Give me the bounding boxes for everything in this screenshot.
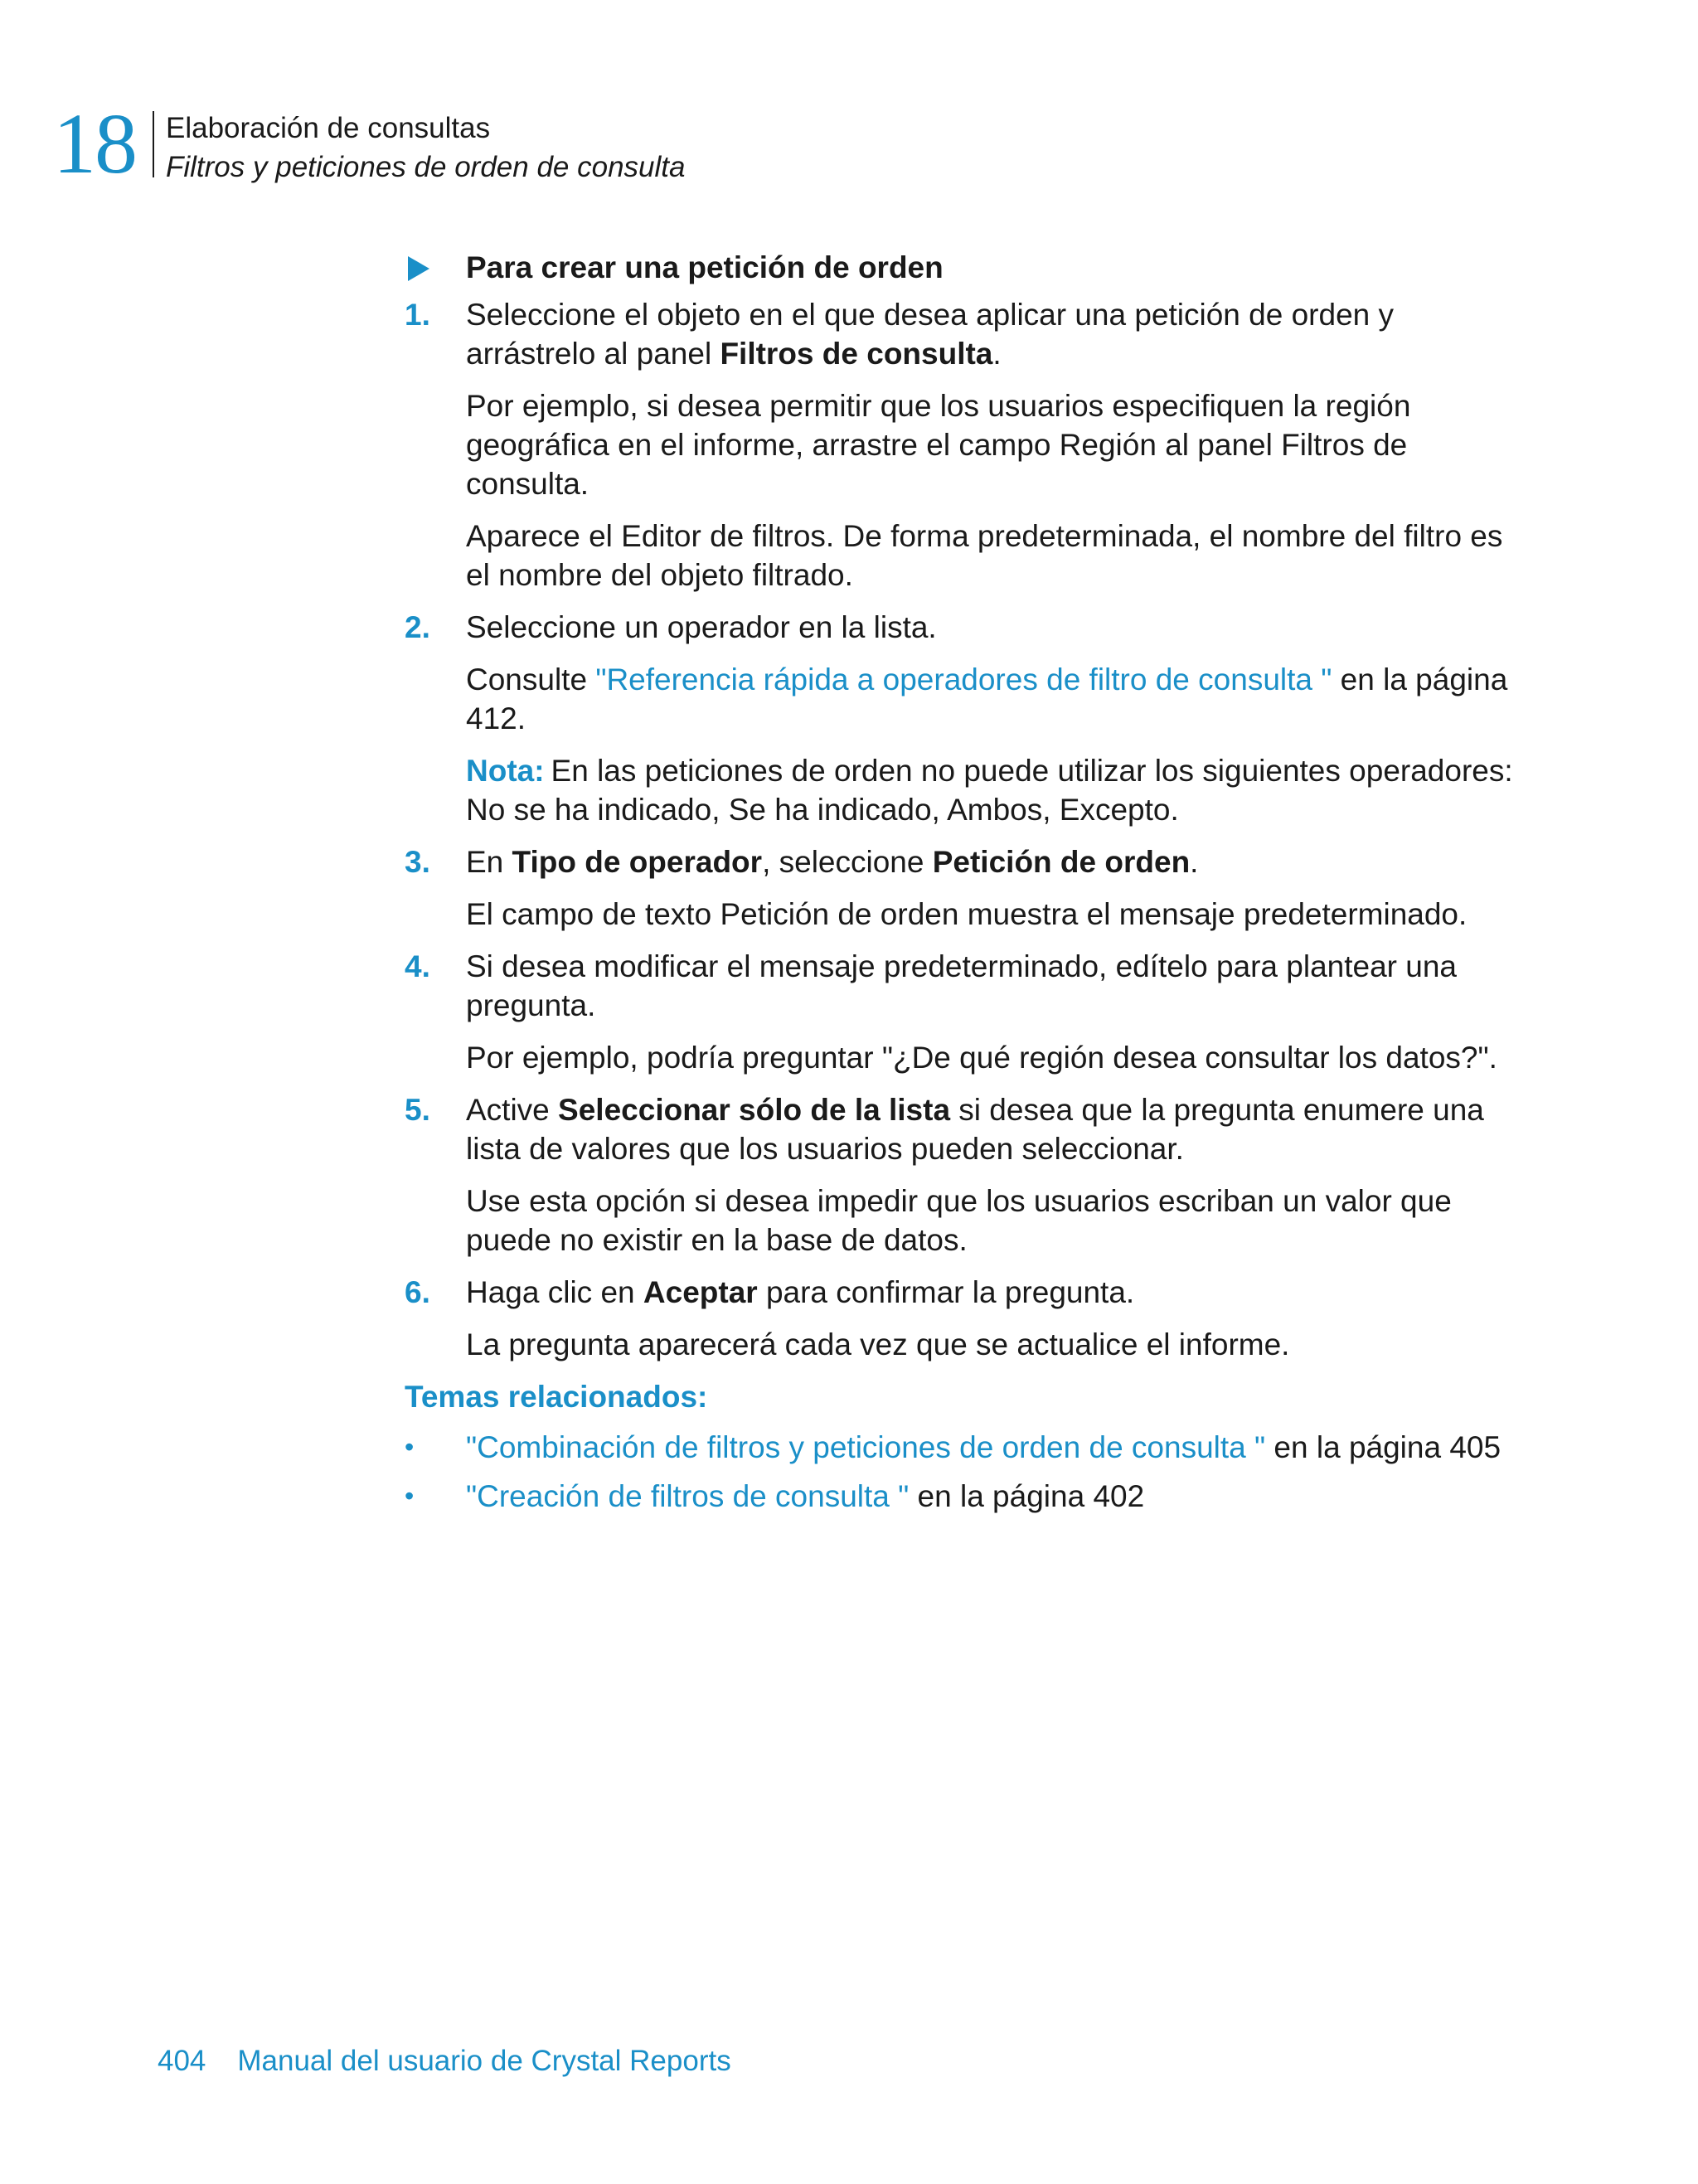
step-number: 3.	[405, 845, 430, 879]
step-text: .	[1190, 845, 1199, 879]
section-title: Filtros y peticiones de orden de consulta	[166, 151, 686, 183]
procedure-title: Para crear una petición de orden	[466, 250, 944, 284]
step-4	[405, 947, 1516, 1025]
step-bold-term: Seleccionar sólo de la lista	[558, 1093, 951, 1127]
step-text: Si desea modificar el mensaje predeterminado, edítelo para plantear una pregunta.	[466, 949, 1458, 1022]
step-text: , seleccione	[762, 845, 933, 879]
related-item	[405, 1477, 1516, 1516]
note-label: Nota:	[466, 754, 545, 788]
step-text: En	[466, 845, 512, 879]
related-link-combination[interactable]: "Combinación de filtros y peticiones de orden de consulta "	[466, 1430, 1266, 1464]
header-divider	[153, 111, 154, 177]
procedure-heading	[405, 249, 1516, 287]
step-text: Active	[466, 1093, 559, 1127]
step-2-reference	[405, 660, 1516, 738]
related-suffix: en la página 405	[1265, 1430, 1502, 1464]
step-text: Haga clic en	[466, 1275, 643, 1309]
chapter-number: 18	[53, 96, 136, 192]
step-text: para confirmar la pregunta.	[757, 1275, 1135, 1309]
step-bold-term: Filtros de consulta	[720, 337, 993, 371]
step-bold-term: Tipo de operador	[512, 845, 763, 879]
note-text: En las peticiones de orden no puede utilizar los siguientes operadores: No se ha indicado, Se ha indicado, Ambos, Excepto.	[466, 754, 1513, 827]
step-bold-term: Petición de orden	[932, 845, 1191, 879]
step-1-example: Por ejemplo, si desea permitir que los usuarios especifiquen la región geográfica en el informe, arrastre el campo Región al panel Filtros de consulta.	[466, 389, 1411, 501]
step-1-result: Aparece el Editor de filtros. De forma predeterminada, el nombre del filtro es el nombre del objeto filtrado.	[466, 519, 1503, 592]
page-footer	[158, 2045, 731, 2078]
step-number: 2.	[405, 610, 430, 644]
book-title: Manual del usuario de Crystal Reports	[237, 2045, 731, 2077]
step-2-note	[405, 751, 1516, 829]
step-4-example: Por ejemplo, podría preguntar "¿De qué región desea consultar los datos?".	[466, 1041, 1497, 1075]
related-suffix: en la página 402	[909, 1479, 1145, 1513]
related-topics-heading: Temas relacionados:	[405, 1380, 708, 1414]
page-number: 404	[158, 2045, 206, 2077]
step-text: .	[992, 337, 1002, 371]
main-content	[405, 249, 1516, 1526]
bullet-icon: •	[405, 1432, 415, 1462]
bullet-icon: •	[405, 1481, 415, 1511]
step-number: 5.	[405, 1093, 430, 1127]
step-text: Seleccione un operador en la lista.	[466, 610, 937, 644]
chapter-title: Elaboración de consultas	[166, 112, 491, 144]
step-text: Seleccione el objeto en el que desea aplicar una petición de orden y arrástrelo al panel	[466, 298, 1395, 371]
step-number: 4.	[405, 949, 430, 983]
reference-suffix: en la página 412.	[466, 662, 1508, 735]
step-text: si desea que la pregunta enumere una lista de valores que los usuarios pueden seleccionar.	[466, 1093, 1484, 1166]
step-1	[405, 295, 1516, 373]
step-number: 6.	[405, 1275, 430, 1309]
operators-reference-link[interactable]: "Referencia rápida a operadores de filtro de consulta "	[595, 662, 1332, 696]
step-6	[405, 1273, 1516, 1312]
step-bold-term: Aceptar	[643, 1275, 758, 1309]
step-5	[405, 1090, 1516, 1168]
step-6-detail: La pregunta aparecerá cada vez que se actualice el informe.	[466, 1327, 1290, 1361]
step-3	[405, 842, 1516, 881]
step-5-detail: Use esta opción si desea impedir que los usuarios escriban un valor que puede no existir en la base de datos.	[466, 1184, 1452, 1257]
step-2	[405, 608, 1516, 647]
related-item	[405, 1428, 1516, 1467]
related-link-creation[interactable]: "Creación de filtros de consulta "	[466, 1479, 910, 1513]
step-3-detail: El campo de texto Petición de orden muestra el mensaje predeterminado.	[466, 897, 1468, 931]
reference-prefix: Consulte	[466, 662, 596, 696]
step-number: 1.	[405, 298, 430, 332]
procedure-arrow-icon	[408, 256, 429, 281]
